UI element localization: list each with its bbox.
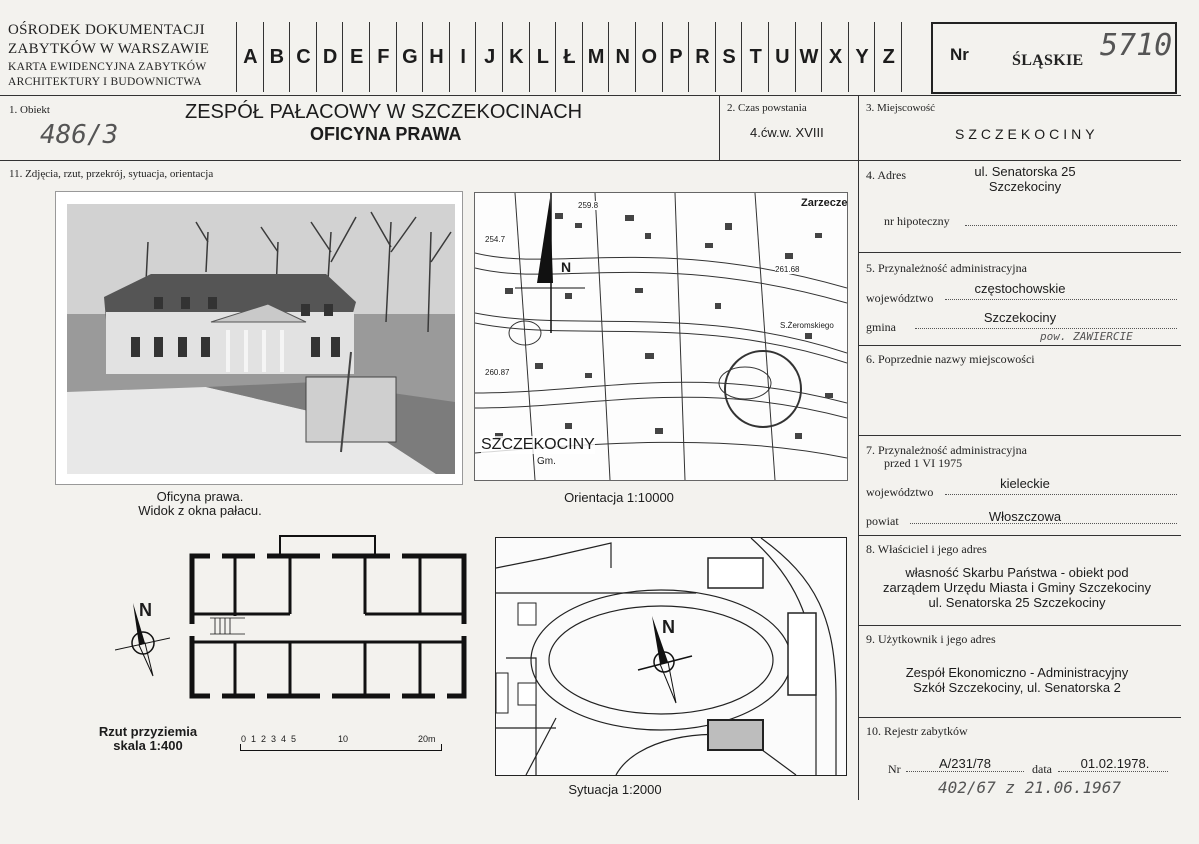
index-letter-17: R: [688, 22, 716, 92]
row1-divider-2: [858, 95, 859, 800]
divider-8: [858, 625, 1181, 626]
wlasciciel-line1: własność Skarbu Państwa - obiekt pod: [905, 565, 1129, 580]
map-height-3: 260.87: [485, 368, 510, 377]
header-divider: [0, 95, 1181, 96]
miejscowosc-label: 3. Miejscowość: [866, 102, 936, 114]
index-letter-5: F: [369, 22, 397, 92]
index-letter-6: G: [396, 22, 424, 92]
poprzednie-label: 6. Poprzednie nazwy miejscowości: [866, 352, 1035, 366]
situation-north-label: N: [662, 617, 675, 637]
map-north: N: [561, 259, 572, 275]
index-letter-22: X: [821, 22, 849, 92]
map-zarzecze: Zarzecze: [801, 197, 848, 209]
index-letter-9: J: [475, 22, 503, 92]
miejscowosc-value: SZCZEKOCINY: [955, 126, 1099, 142]
row1-bottom: [0, 160, 1181, 161]
institution-line1: OŚRODEK DOKUMENTACJI: [8, 22, 205, 38]
map-height-1: 259.8: [578, 201, 599, 210]
rejestr-data-dots: [1058, 771, 1168, 772]
scale-bar: [240, 744, 442, 751]
index-letter-24: Z: [874, 22, 902, 92]
building-photo: [55, 191, 463, 485]
divider-7: [858, 535, 1181, 536]
rejestr-data-value: 01.02.1978.: [1080, 756, 1150, 771]
index-letter-20: U: [768, 22, 796, 92]
gmina-dots: [915, 328, 1177, 329]
przyn75-label-line2: przed 1 VI 1975: [884, 456, 963, 470]
map-street: S.Żeromskiego: [780, 321, 834, 330]
gmina-value: Szczekociny: [983, 310, 1057, 325]
index-letter-18: S: [715, 22, 743, 92]
plan-caption-line1: Rzut przyziemia: [98, 724, 198, 739]
scale-tick-label: 5: [291, 734, 297, 744]
scale-tick-label: 2: [261, 734, 267, 744]
photo-caption-line2: Widok z okna pałacu.: [138, 503, 262, 518]
gmina-label: gmina: [866, 320, 896, 334]
photo-caption-line1: Oficyna prawa.: [156, 489, 244, 504]
floor-plan: [180, 534, 480, 702]
powiat-label: powiat: [866, 514, 899, 528]
index-letter-1: B: [263, 22, 291, 92]
section11-label: 11. Zdjęcia, rzut, przekrój, sytuacja, orientacja: [9, 168, 214, 180]
scale-tick-label: 3: [271, 734, 277, 744]
nr-label: Nr: [950, 45, 969, 64]
index-letter-0: A: [236, 22, 264, 92]
divider-4: [858, 252, 1181, 253]
index-letter-16: P: [662, 22, 690, 92]
index-letter-15: O: [635, 22, 663, 92]
row1-divider-1: [719, 95, 720, 160]
uzytkownik-line1: Zespół Ekonomiczno - Administracyjny: [905, 665, 1129, 680]
adres-line1: ul. Senatorska 25: [974, 164, 1076, 179]
obiekt-label: 1. Obiekt: [9, 104, 50, 116]
scale-tick-label: 10: [338, 734, 349, 744]
situation-plan: [495, 537, 847, 776]
index-letter-19: T: [741, 22, 769, 92]
przyn75-label-line1: 7. Przynależność administracyjna: [866, 443, 1027, 457]
woj-label: województwo: [866, 291, 934, 305]
card-number-handwritten: 5710: [1100, 28, 1173, 63]
scale-tick-label: 20m: [418, 734, 436, 744]
divider-6: [858, 435, 1181, 436]
powiat-value: Włoszczowa: [988, 509, 1062, 524]
obiekt-number-handwritten: 486/3: [40, 120, 119, 150]
hipoteczny-dots: [965, 225, 1177, 226]
index-letter-10: K: [502, 22, 530, 92]
czas-value: 4.ćw.w. XVIII: [750, 125, 824, 140]
rejestr-nr-dots: [906, 771, 1024, 772]
plan-caption-line2: skala 1:400: [113, 738, 183, 753]
institution-line4: ARCHITEKTURY I BUDOWNICTWA: [8, 76, 202, 88]
woj75-dots: [945, 494, 1177, 495]
rejestr-handwritten: 402/67 z 21.06.1967: [938, 778, 1122, 797]
scale-tick-label: 4: [281, 734, 287, 744]
divider-9: [858, 717, 1181, 718]
index-letter-11: L: [529, 22, 557, 92]
index-letter-8: I: [449, 22, 477, 92]
index-end-line: [901, 22, 902, 92]
institution-line2: ZABYTKÓW W WARSZAWIE: [8, 41, 210, 57]
map-gm-label: Gm.: [537, 456, 556, 467]
object-title: ZESPÓŁ PAŁACOWY W SZCZEKOCINACH: [185, 101, 583, 123]
adres-line2: Szczekociny: [988, 179, 1062, 194]
przyn-label: 5. Przynależność administracyjna: [866, 261, 1027, 275]
uzytkownik-label: 9. Użytkownik i jego adres: [866, 632, 996, 646]
index-letter-12: Ł: [555, 22, 583, 92]
woj75-label: województwo: [866, 485, 934, 499]
map-caption: Orientacja 1:10000: [564, 490, 674, 505]
index-letter-21: W: [795, 22, 823, 92]
woj-value: częstochowskie: [974, 281, 1066, 296]
powiat-handwritten: pow. ZAWIERCIE: [1040, 330, 1133, 343]
index-letter-7: H: [422, 22, 450, 92]
scale-tick-label: 0: [241, 734, 247, 744]
hipoteczny-label: nr hipoteczny: [884, 214, 950, 228]
index-letter-2: C: [289, 22, 317, 92]
situation-caption: Sytuacja 1:2000: [568, 782, 662, 797]
index-letter-3: D: [316, 22, 344, 92]
rejestr-nr-label: Nr: [888, 762, 901, 776]
adres-label: 4. Adres: [866, 168, 906, 182]
index-letter-13: M: [582, 22, 610, 92]
rejestr-nr-value: A/231/78: [938, 756, 992, 771]
index-letter-23: Y: [848, 22, 876, 92]
map-height-2: 254.7: [485, 235, 506, 244]
object-subtitle: OFICYNA PRAWA: [310, 124, 462, 144]
plan-north-label: N: [139, 600, 152, 620]
rejestr-label: 10. Rejestr zabytków: [866, 724, 968, 738]
wlasciciel-line2: zarządem Urzędu Miasta i Gminy Szczekociny: [882, 580, 1152, 595]
woj75-value: kieleckie: [1000, 476, 1050, 491]
wlasciciel-label: 8. Właściciel i jego adres: [866, 542, 987, 556]
region-label: ŚLĄSKIE: [1012, 52, 1084, 69]
uzytkownik-line2: Szkół Szczekociny, ul. Senatorska 2: [913, 680, 1121, 695]
divider-5: [858, 345, 1181, 346]
wlasciciel-line3: ul. Senatorska 25 Szczekociny: [928, 595, 1106, 610]
map-height-4: 261.68: [775, 265, 800, 274]
orientation-map: [474, 192, 848, 481]
woj-dots: [945, 299, 1177, 300]
czas-label: 2. Czas powstania: [727, 102, 807, 114]
scale-tick-label: 1: [251, 734, 257, 744]
institution-line3: KARTA EWIDENCYJNA ZABYTKÓW: [8, 61, 207, 73]
index-letter-4: E: [342, 22, 370, 92]
index-letter-14: N: [608, 22, 636, 92]
map-town-label: SZCZEKOCINY: [481, 436, 595, 453]
rejestr-data-label: data: [1032, 762, 1052, 776]
